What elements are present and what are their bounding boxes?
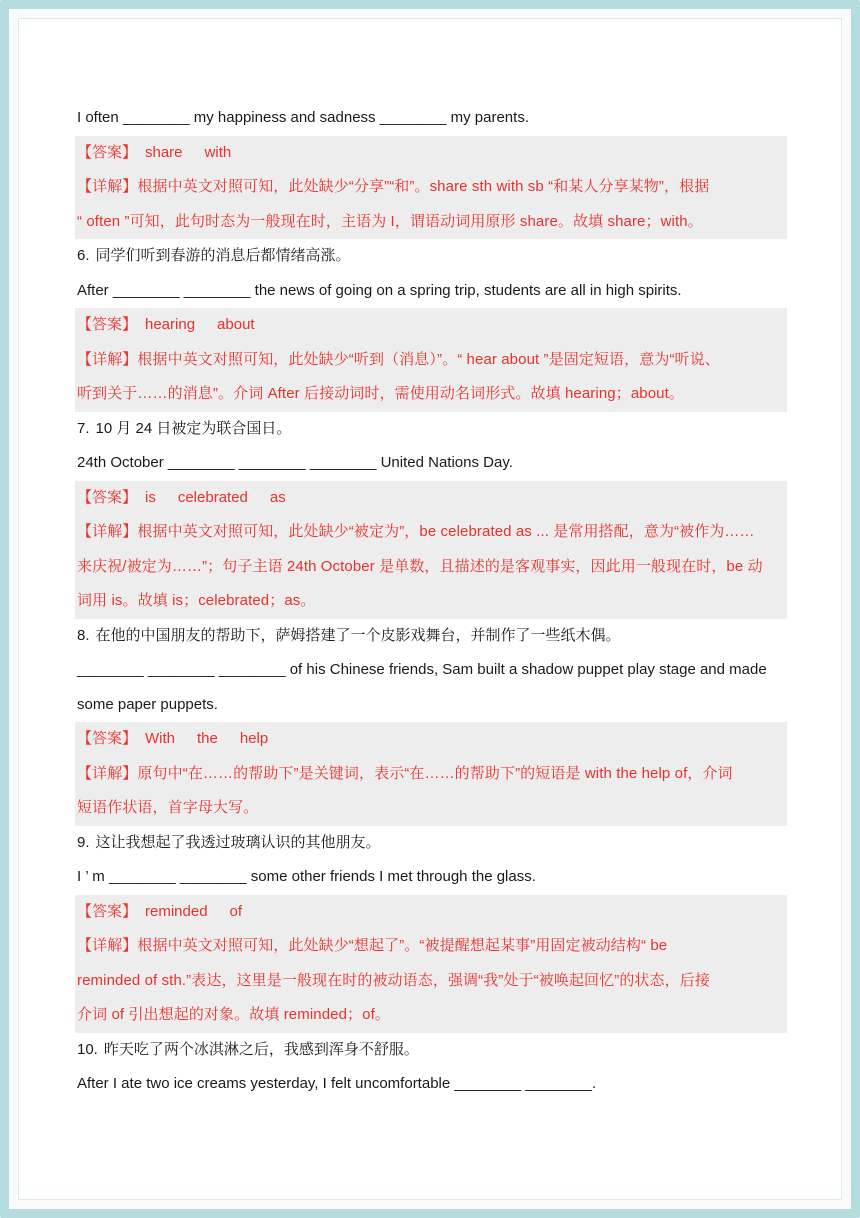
worksheet-content <box>77 101 785 1102</box>
explanation-line: 听到关于……的消息”。介词 After 后接动词时，需使用动名词形式。故填 hearing；about。 <box>77 385 684 402</box>
question-english-line: ________ ________ ________ of his Chinese friends, Sam built a shadow puppet play stage and made <box>77 661 767 678</box>
answer-block <box>75 722 787 826</box>
answer-value: With <box>145 730 175 747</box>
question-number: 10. <box>77 1040 98 1058</box>
answer-value: hearing <box>145 316 196 333</box>
question-chinese-line <box>77 412 785 447</box>
question-chinese: 这让我想起了我透过玻璃认识的其他朋友。 <box>95 833 381 851</box>
answer-label: 【答案】 <box>77 730 138 747</box>
explanation-line: 介词 of 引出想起的对象。故填 reminded；of。 <box>77 1006 390 1023</box>
question-number: 9. <box>77 833 90 851</box>
explanation-line: 词用 is。故填 is；celebrated；as。 <box>77 592 316 609</box>
question-item <box>77 412 785 619</box>
question-chinese-line <box>77 619 785 654</box>
question-chinese-line <box>77 239 785 274</box>
question-item <box>77 619 785 826</box>
answer-value: is <box>145 488 156 506</box>
answer-value: about <box>217 316 255 333</box>
answer-line <box>77 895 785 930</box>
answer-value: the <box>197 730 218 747</box>
explanation-line: 短语作状语，首字母大写。 <box>77 799 259 816</box>
answer-value: help <box>239 730 269 747</box>
question-chinese: 同学们听到春游的消息后都情绪高涨。 <box>95 247 351 264</box>
answer-value: with <box>204 143 232 161</box>
answer-line <box>77 481 785 516</box>
answer-value: of <box>229 902 243 920</box>
explanation-line: 【详解】原句中“在……的帮助下”是关键词，表示“在……的帮助下”的短语是 with the help of，介词 <box>77 764 733 782</box>
answer-label: 【答案】 <box>77 316 138 333</box>
explanation-line: 【详解】根据中英文对照可知，此处缺少“听到（消息）”。“ hear about ”是固定短语，意为“听说、 <box>77 350 720 368</box>
answer-block <box>75 136 787 240</box>
answer-block <box>75 308 787 412</box>
answer-value: as <box>269 488 286 506</box>
explanation-line: 【详解】根据中英文对照可知，此处缺少“分享”“和”。share sth with sb “和某人分享某物”，根据 <box>77 178 710 195</box>
question-english-line: 24th October ________ ________ ________ United Nations Day. <box>77 454 513 471</box>
question-english-line: I often ________ my happiness and sadness ________ my parents. <box>77 109 529 126</box>
answer-line <box>77 136 785 171</box>
question-number: 7. <box>77 419 90 437</box>
question-item <box>77 101 785 239</box>
question-chinese: 10 月 24 日被定为联合国日。 <box>95 419 292 437</box>
question-chinese-line <box>77 826 785 861</box>
question-number: 8. <box>77 626 90 644</box>
answer-label: 【答案】 <box>77 902 138 920</box>
question-item <box>77 1033 785 1102</box>
explanation-line: 来庆祝/被定为……”；句子主语 24th October 是单数，且描述的是客观事实，因此用一般现在时，be 动 <box>77 557 763 575</box>
question-chinese-line <box>77 1033 785 1068</box>
answer-label: 【答案】 <box>77 143 138 161</box>
question-item <box>77 826 785 1033</box>
question-item <box>77 239 785 412</box>
answer-value: celebrated <box>177 488 248 506</box>
explanation-line: “ often ”可知，此句时态为一般现在时，主语为 I，谓语动词用原形 share。故填 share；with。 <box>77 212 703 230</box>
question-english-line: After I ate two ice creams yesterday, I felt uncomfortable ________ ________. <box>77 1075 597 1092</box>
answer-value: share <box>145 143 183 161</box>
answer-block <box>75 481 787 619</box>
answer-line <box>77 308 785 343</box>
question-chinese: 昨天吃了两个冰淇淋之后，我感到浑身不舒服。 <box>103 1040 419 1058</box>
explanation-line: 【详解】根据中英文对照可知，此处缺少“被定为”，be celebrated as ... 是常用搭配，意为“被作为…… <box>77 523 755 540</box>
question-english-line: After ________ ________ the news of going on a spring trip, students are all in high spirits. <box>77 281 682 299</box>
answer-value: reminded <box>145 902 208 920</box>
question-number: 6. <box>77 247 90 264</box>
answer-line <box>77 722 785 757</box>
question-english-line: some paper puppets. <box>77 695 218 713</box>
question-english-line: I ’ m ________ ________ some other friends I met through the glass. <box>77 868 536 885</box>
answer-block <box>75 895 787 1033</box>
explanation-line: reminded of sth.”表达，这里是一般现在时的被动语态，强调“我”处于“被唤起回忆”的状态，后接 <box>77 971 710 989</box>
question-chinese: 在他的中国朋友的帮助下，萨姆搭建了一个皮影戏舞台，并制作了一些纸木偶。 <box>95 626 621 644</box>
answer-label: 【答案】 <box>77 488 138 506</box>
explanation-line: 【详解】根据中英文对照可知，此处缺少“想起了”。“被提醒想起某事”用固定被动结构“ be <box>77 937 668 954</box>
